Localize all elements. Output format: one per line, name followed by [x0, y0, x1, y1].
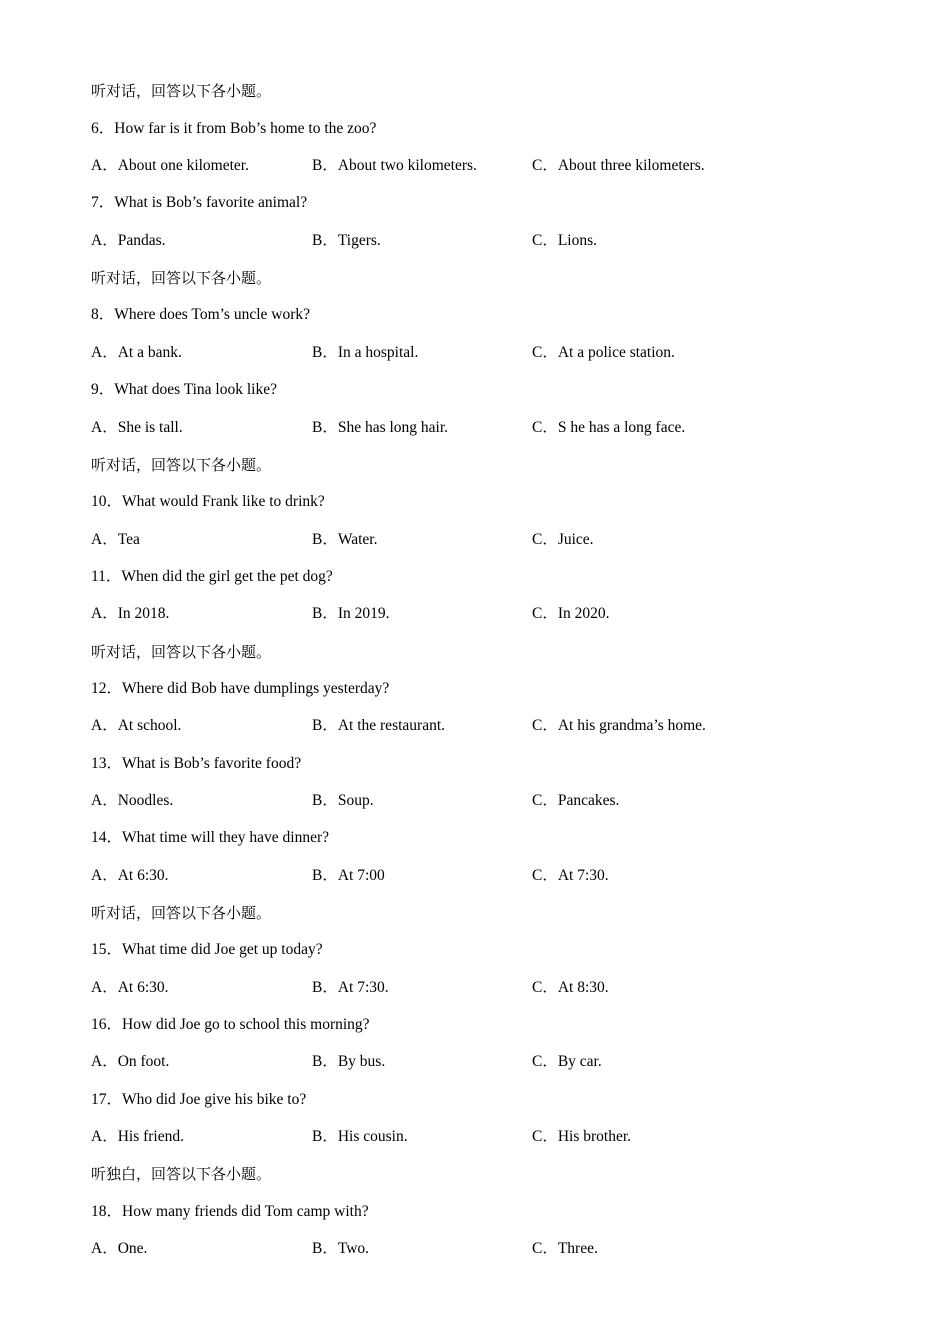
option-c: C．By car.: [532, 1053, 602, 1070]
option-c: C．At a police station.: [532, 344, 675, 361]
option-b: B．About two kilometers.: [312, 157, 477, 174]
option-c: C．At 8:30.: [532, 979, 609, 996]
section-instruction: 听对话，回答以下各小题。: [91, 456, 272, 474]
option-b: B．She has long hair.: [312, 419, 449, 436]
question-17: 17．Who did Joe give his bike to?: [91, 1091, 307, 1108]
option-a: A．At a bank.: [91, 344, 182, 361]
option-c: C．At his grandma’s home.: [532, 717, 706, 734]
option-c: C．Lions.: [532, 232, 598, 249]
option-a: A．She is tall.: [91, 419, 183, 436]
option-c: C．At 7:30.: [532, 867, 609, 884]
option-b: B．Two.: [312, 1240, 370, 1257]
question-18: 18．How many friends did Tom camp with?: [91, 1203, 369, 1220]
option-b: B．By bus.: [312, 1053, 386, 1070]
option-b: B．His cousin.: [312, 1128, 408, 1145]
option-a: A．Tea: [91, 531, 140, 548]
option-c: C．Three.: [532, 1240, 598, 1257]
option-b: B．Soup.: [312, 792, 374, 809]
section-instruction: 听独白，回答以下各小题。: [91, 1165, 272, 1183]
option-b: B．At 7:00: [312, 867, 385, 884]
question-12: 12．Where did Bob have dumplings yesterday?: [91, 680, 390, 697]
option-c: C．Pancakes.: [532, 792, 620, 809]
option-b: B．At the restaurant.: [312, 717, 446, 734]
question-6: 6．How far is it from Bob’s home to the zoo?: [91, 120, 377, 137]
question-16: 16．How did Joe go to school this morning?: [91, 1016, 370, 1033]
option-c: C．S he has a long face.: [532, 419, 686, 436]
question-10: 10．What would Frank like to drink?: [91, 493, 325, 510]
section-instruction: 听对话，回答以下各小题。: [91, 643, 272, 661]
question-9: 9．What does Tina look like?: [91, 381, 277, 398]
section-instruction: 听对话，回答以下各小题。: [91, 904, 272, 922]
question-13: 13．What is Bob’s favorite food?: [91, 755, 302, 772]
option-a: A．At 6:30.: [91, 979, 169, 996]
option-a: A．Noodles.: [91, 792, 174, 809]
option-b: B．Tigers.: [312, 232, 381, 249]
question-14: 14．What time will they have dinner?: [91, 829, 330, 846]
option-a: A．About one kilometer.: [91, 157, 249, 174]
section-instruction: 听对话，回答以下各小题。: [91, 82, 272, 100]
option-a: A．At 6:30.: [91, 867, 169, 884]
option-a: A．One.: [91, 1240, 148, 1257]
option-b: B．Water.: [312, 531, 378, 548]
question-8: 8．Where does Tom’s uncle work?: [91, 306, 311, 323]
question-11: 11．When did the girl get the pet dog?: [91, 568, 333, 585]
option-b: B．In a hospital.: [312, 344, 419, 361]
option-a: A．His friend.: [91, 1128, 184, 1145]
option-c: C．In 2020.: [532, 605, 610, 622]
question-7: 7．What is Bob’s favorite animal?: [91, 194, 308, 211]
section-instruction: 听对话，回答以下各小题。: [91, 269, 272, 287]
option-a: A．On foot.: [91, 1053, 170, 1070]
option-a: A．Pandas.: [91, 232, 166, 249]
option-a: A．At school.: [91, 717, 182, 734]
option-b: B．In 2019.: [312, 605, 390, 622]
option-c: C．Juice.: [532, 531, 594, 548]
option-c: C．His brother.: [532, 1128, 632, 1145]
option-c: C．About three kilometers.: [532, 157, 705, 174]
question-15: 15．What time did Joe get up today?: [91, 941, 323, 958]
option-a: A．In 2018.: [91, 605, 170, 622]
option-b: B．At 7:30.: [312, 979, 389, 996]
